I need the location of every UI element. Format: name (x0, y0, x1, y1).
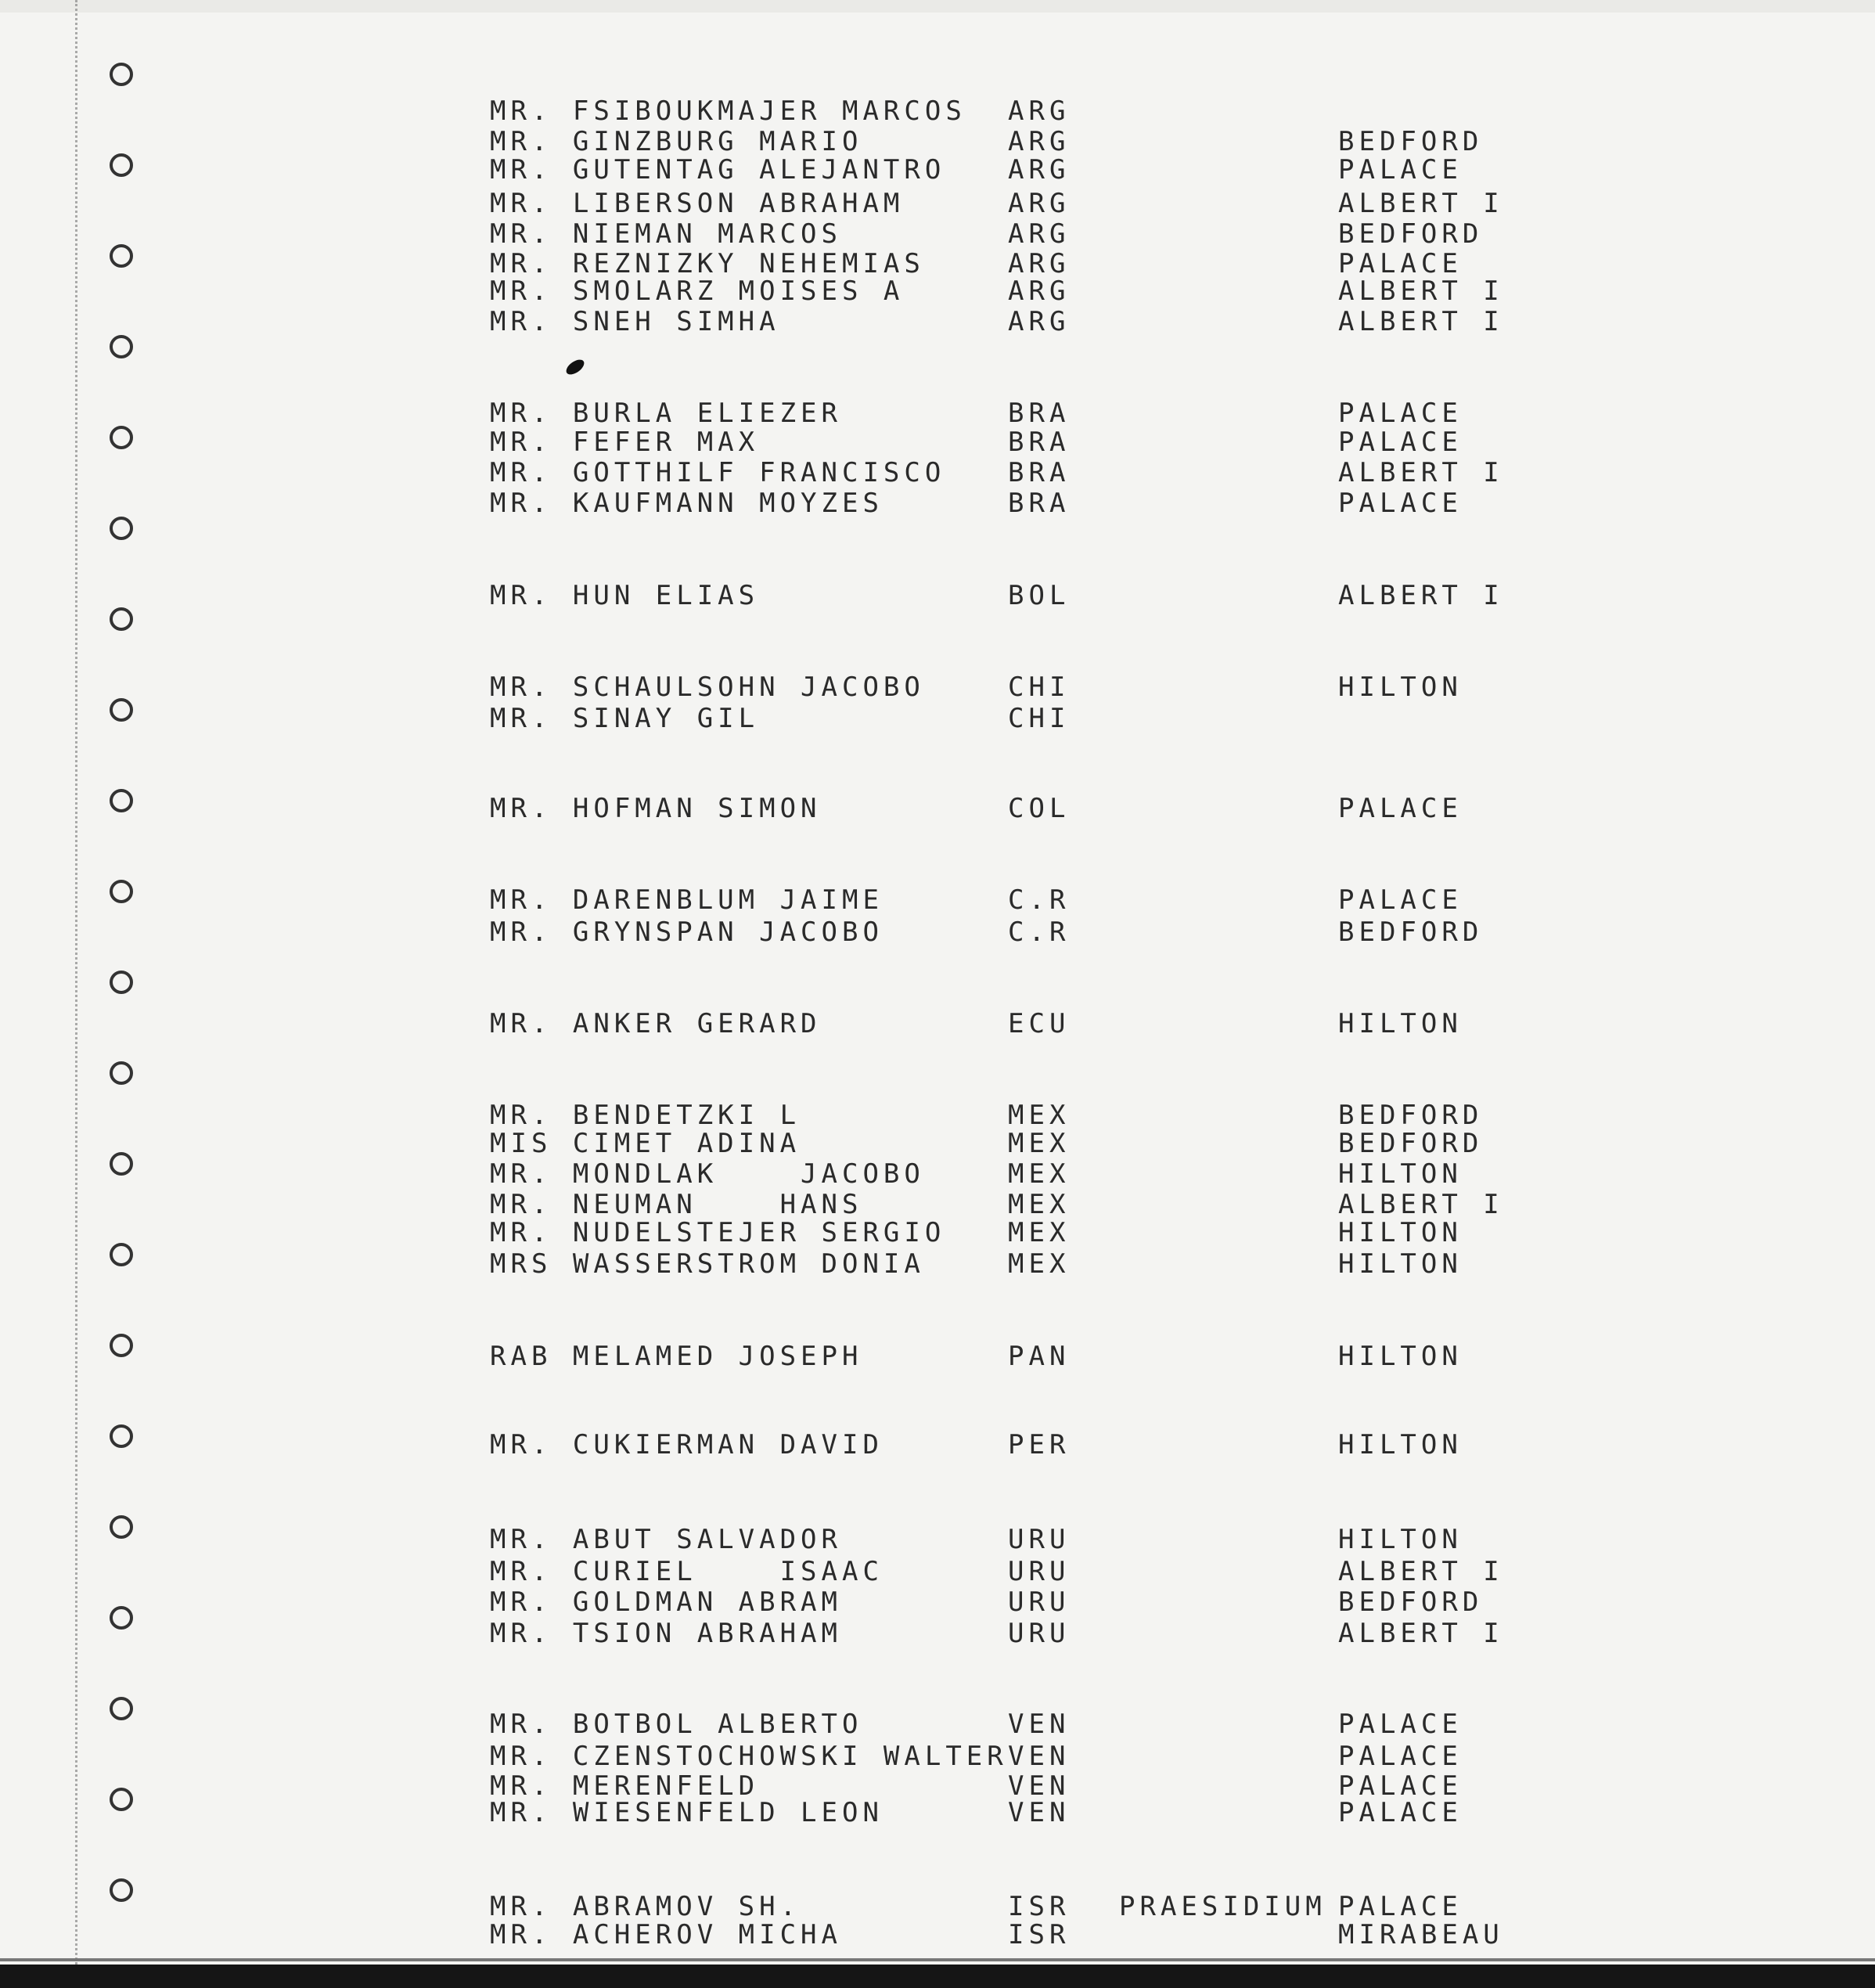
hotel-name: PALACE (1338, 1709, 1463, 1740)
paper-top-edge (0, 0, 1875, 13)
hotel-name: HILTON (1338, 1248, 1463, 1280)
hotel-name: HILTON (1338, 1524, 1463, 1555)
delegate-name: MR. MERENFELD (490, 1770, 760, 1802)
hotel-name: HILTON (1338, 1217, 1463, 1248)
ink-mark (563, 357, 586, 377)
delegate-name: MR. MONDLAK JACOBO (490, 1158, 925, 1190)
hotel-name: ALBERT I (1338, 276, 1504, 307)
delegate-name: MR. GUTENTAG ALEJANTRO (490, 154, 946, 185)
role-note: PRAESIDIUM (1119, 1891, 1326, 1922)
country-code: ARG (1008, 218, 1071, 250)
delegate-name: MR. HOFMAN SIMON (490, 793, 822, 824)
hotel-name: BEDFORD (1338, 218, 1484, 250)
country-code: VEN (1008, 1797, 1071, 1828)
page-bottom-rule (0, 1958, 1875, 1961)
delegate-name: MR. ACHEROV MICHA (490, 1919, 842, 1950)
feed-hole (110, 335, 133, 358)
hotel-name: PALACE (1338, 488, 1463, 519)
country-code: ARG (1008, 306, 1071, 337)
country-code: ARG (1008, 95, 1071, 127)
hotel-name: PALACE (1338, 1741, 1463, 1772)
hotel-name: BEDFORD (1338, 1586, 1484, 1618)
country-code: BRA (1008, 488, 1071, 519)
country-code: ARG (1008, 126, 1071, 157)
hotel-name: ALBERT I (1338, 1556, 1504, 1587)
delegate-name: MR. HUN ELIAS (490, 580, 760, 611)
hotel-name: BEDFORD (1338, 1100, 1484, 1131)
delegate-name: MR. FEFER MAX (490, 427, 760, 458)
delegate-name: MR. ABUT SALVADOR (490, 1524, 842, 1555)
country-code: CHI (1008, 703, 1071, 734)
country-code: ARG (1008, 188, 1071, 219)
hotel-name: BEDFORD (1338, 917, 1484, 948)
delegate-name: MR. REZNIZKY NEHEMIAS (490, 248, 925, 279)
delegate-name: MR. ANKER GERARD (490, 1008, 822, 1039)
hotel-name: PALACE (1338, 1797, 1463, 1828)
feed-hole (110, 789, 133, 812)
delegate-name: MR. FSIBOUKMAJER MARCOS (490, 95, 966, 127)
hotel-name: PALACE (1338, 1891, 1463, 1922)
hotel-name: ALBERT I (1338, 188, 1504, 219)
country-code: MEX (1008, 1217, 1071, 1248)
hotel-name: ALBERT I (1338, 1618, 1504, 1649)
delegate-name: MR. CZENSTOCHOWSKI WALTER (490, 1741, 1008, 1772)
hotel-name: PALACE (1338, 1770, 1463, 1802)
feed-hole (110, 1243, 133, 1266)
hotel-name: PALACE (1338, 884, 1463, 916)
delegate-name: MR. SMOLARZ MOISES A (490, 276, 905, 307)
hotel-name: BEDFORD (1338, 1128, 1484, 1159)
country-code: URU (1008, 1556, 1071, 1587)
feed-hole (110, 1061, 133, 1085)
country-code: BRA (1008, 427, 1071, 458)
feed-hole (110, 63, 133, 86)
scan-bottom-edge (0, 1965, 1875, 1988)
hotel-name: PALACE (1338, 248, 1463, 279)
delegate-name: MR. BURLA ELIEZER (490, 398, 842, 429)
country-code: CHI (1008, 672, 1071, 703)
feed-hole (110, 1424, 133, 1448)
hotel-name: PALACE (1338, 793, 1463, 824)
delegate-name: MR. SCHAULSOHN JACOBO (490, 672, 925, 703)
delegate-name: MR. NUDELSTEJER SERGIO (490, 1217, 946, 1248)
delegate-name: MR. SNEH SIMHA (490, 306, 780, 337)
country-code: ARG (1008, 248, 1071, 279)
country-code: C.R (1008, 917, 1071, 948)
feed-hole (110, 426, 133, 449)
country-code: ISR (1008, 1891, 1071, 1922)
feed-hole (110, 1515, 133, 1539)
feed-hole (110, 880, 133, 903)
delegate-name: MR. SINAY GIL (490, 703, 760, 734)
feed-hole (110, 1606, 133, 1630)
delegate-name: MR. TSION ABRAHAM (490, 1618, 842, 1649)
delegate-name: MR. CURIEL ISAAC (490, 1556, 884, 1587)
feed-hole (110, 1788, 133, 1811)
hotel-name: PALACE (1338, 427, 1463, 458)
feed-hole (110, 517, 133, 540)
delegate-name: MR. WIESENFELD LEON (490, 1797, 884, 1828)
delegate-name: MR. GOTTHILF FRANCISCO (490, 457, 946, 488)
country-code: PAN (1008, 1341, 1071, 1372)
delegate-name: MR. GRYNSPAN JACOBO (490, 917, 884, 948)
feed-hole (110, 1697, 133, 1720)
hotel-name: PALACE (1338, 398, 1463, 429)
delegate-name: MR. BENDETZKI L (490, 1100, 801, 1131)
country-code: COL (1008, 793, 1071, 824)
country-code: ARG (1008, 154, 1071, 185)
country-code: BRA (1008, 398, 1071, 429)
country-code: BRA (1008, 457, 1071, 488)
country-code: URU (1008, 1618, 1071, 1649)
country-code: MEX (1008, 1158, 1071, 1190)
perforation-tear-line (75, 0, 79, 1988)
delegate-name: MR. BOTBOL ALBERTO (490, 1709, 863, 1740)
country-code: MEX (1008, 1189, 1071, 1220)
delegate-name: MRS WASSERSTROM DONIA (490, 1248, 925, 1280)
hotel-name: HILTON (1338, 1341, 1463, 1372)
delegate-name: MR. GINZBURG MARIO (490, 126, 863, 157)
country-code: VEN (1008, 1741, 1071, 1772)
delegate-name: MR. NIEMAN MARCOS (490, 218, 842, 250)
delegate-name: MR. LIBERSON ABRAHAM (490, 188, 905, 219)
hotel-name: HILTON (1338, 1008, 1463, 1039)
country-code: MEX (1008, 1100, 1071, 1131)
country-code: MEX (1008, 1248, 1071, 1280)
country-code: URU (1008, 1524, 1071, 1555)
country-code: VEN (1008, 1770, 1071, 1802)
feed-hole (110, 244, 133, 268)
delegate-name: MR. NEUMAN HANS (490, 1189, 863, 1220)
delegate-name: MR. ABRAMOV SH. (490, 1891, 801, 1922)
feed-hole (110, 971, 133, 994)
country-code: ECU (1008, 1008, 1071, 1039)
country-code: MEX (1008, 1128, 1071, 1159)
hotel-name: PALACE (1338, 154, 1463, 185)
hotel-name: BEDFORD (1338, 126, 1484, 157)
hotel-name: HILTON (1338, 1429, 1463, 1460)
delegate-name: MR. GOLDMAN ABRAM (490, 1586, 842, 1618)
country-code: C.R (1008, 884, 1071, 916)
delegate-name: RAB MELAMED JOSEPH (490, 1341, 863, 1372)
delegate-name: MR. DARENBLUM JAIME (490, 884, 884, 916)
country-code: ISR (1008, 1919, 1071, 1950)
hotel-name: HILTON (1338, 1158, 1463, 1190)
feed-hole (110, 1152, 133, 1176)
delegate-name: MIS CIMET ADINA (490, 1128, 801, 1159)
country-code: ARG (1008, 276, 1071, 307)
hotel-name: ALBERT I (1338, 457, 1504, 488)
country-code: PER (1008, 1429, 1071, 1460)
hotel-name: ALBERT I (1338, 580, 1504, 611)
delegate-name: MR. KAUFMANN MOYZES (490, 488, 884, 519)
feed-hole (110, 153, 133, 177)
delegate-name: MR. CUKIERMAN DAVID (490, 1429, 884, 1460)
hotel-name: ALBERT I (1338, 1189, 1504, 1220)
feed-hole (110, 1878, 133, 1902)
feed-hole (110, 607, 133, 631)
feed-hole (110, 698, 133, 722)
hotel-name: HILTON (1338, 672, 1463, 703)
feed-hole (110, 1334, 133, 1357)
country-code: BOL (1008, 580, 1071, 611)
country-code: URU (1008, 1586, 1071, 1618)
hotel-name: MIRABEAU (1338, 1919, 1504, 1950)
country-code: VEN (1008, 1709, 1071, 1740)
hotel-name: ALBERT I (1338, 306, 1504, 337)
